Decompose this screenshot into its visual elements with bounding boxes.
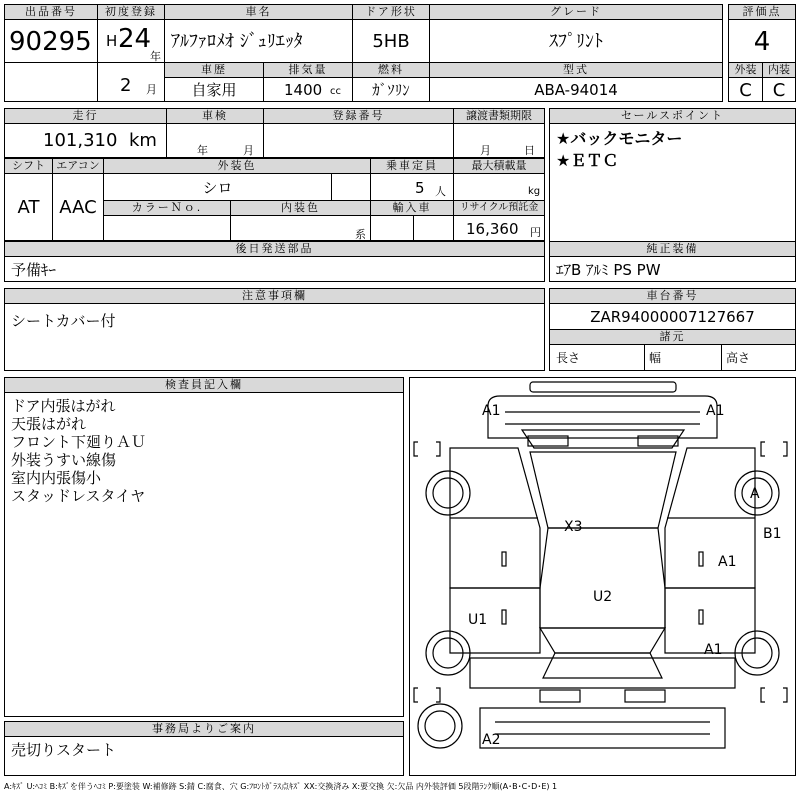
shift: AT <box>4 173 53 241</box>
model: ABA-94014 <box>429 77 723 102</box>
capacity-cell <box>370 173 454 201</box>
load-unit: kg <box>528 186 541 197</box>
inspection-cell <box>166 123 264 158</box>
capacity-label: 乗車定員 <box>370 158 454 174</box>
recycle-fee: 16,360 <box>466 220 519 238</box>
capacity-unit: 人 <box>435 185 446 198</box>
transfer-month-unit: 月 <box>480 144 491 157</box>
displacement: 1400 <box>284 81 323 99</box>
car-name-label: 車名 <box>164 4 353 20</box>
lot-number-spacer <box>4 62 98 102</box>
notes-label: 注意事項欄 <box>4 288 545 304</box>
mileage-label: 走行 <box>4 108 167 124</box>
import-cell-1 <box>370 215 414 241</box>
sales-points <box>549 123 796 242</box>
int-color-unit: 系 <box>355 228 366 241</box>
inspector-label: 検査員記入欄 <box>4 377 404 393</box>
mileage: 101,310 <box>43 130 118 151</box>
damage-mark: B1 <box>763 526 782 542</box>
grade: ｽﾌﾟﾘﾝﾄ <box>429 19 723 63</box>
inspection-month-unit: 月 <box>243 144 254 157</box>
damage-mark: U1 <box>468 612 488 628</box>
import-label: 輸入車 <box>370 200 454 216</box>
exterior-score: C <box>728 77 763 102</box>
mileage-unit: km <box>129 130 157 151</box>
recycle-unit: 円 <box>530 226 541 239</box>
year-unit: 年 <box>150 50 161 63</box>
sales-points-label: セールスポイント <box>549 108 796 124</box>
office-label: 事務局よりご案内 <box>4 721 404 737</box>
inspection-year-unit: 年 <box>197 144 208 157</box>
score: 4 <box>728 19 796 63</box>
sales-point-2: ★ＥＴＣ <box>556 151 619 170</box>
notes: シートカバー付 <box>4 303 545 371</box>
dims-label: 諸元 <box>549 329 796 345</box>
chassis-label: 車台番号 <box>549 288 796 304</box>
color-no <box>103 215 231 241</box>
displacement-label: 排気量 <box>263 62 353 78</box>
first-reg-label: 初度登録 <box>97 4 165 20</box>
inspector-line-6: スタッドレスタイヤ <box>11 487 146 505</box>
width-label: 幅 <box>649 351 662 365</box>
era: H <box>106 32 118 50</box>
damage-mark: A1 <box>718 554 737 570</box>
first-reg-month: 2 <box>120 75 132 96</box>
chassis-number: ZAR94000007127667 <box>549 303 796 330</box>
lot-number: 90295 <box>4 19 98 63</box>
inspection-label: 車検 <box>166 108 264 124</box>
inspector-line-1: ドア内張はがれ <box>11 397 116 415</box>
aircon: AAC <box>52 173 104 241</box>
reg-number <box>263 123 454 158</box>
height-label: 高さ <box>726 351 751 365</box>
inspector-line-4: 外装うすい線傷 <box>11 451 117 469</box>
length-cell <box>549 344 645 371</box>
office-notice: 売切りスタート <box>4 736 404 776</box>
mileage-cell <box>4 123 167 158</box>
damage-diagram <box>409 377 796 776</box>
score-label: 評価点 <box>728 4 796 20</box>
parts-label: 後日発送部品 <box>4 241 545 257</box>
recycle-cell <box>453 215 545 241</box>
inspector-notes <box>4 392 404 717</box>
import-cell-2 <box>413 215 454 241</box>
damage-mark: A1 <box>706 403 725 419</box>
parts: 予備ｷｰ <box>4 256 545 282</box>
legend: A:ｷｽﾞ U:ﾍｺﾐ B:ｷｽﾞを伴うﾍｺﾐ P:要塗装 W:補修跡 S:錆 C:腐食、穴 G:ﾌﾛﾝﾄｶﾞﾗｽ点ｷｽﾞ XX:交換済み X:要交換 欠:欠品 内外装評価 5段階ﾗﾝｸ順(A･B･C･D･E) 1 <box>4 782 558 791</box>
inspector-line-5: 室内内張傷小 <box>11 469 102 487</box>
month-unit: 月 <box>146 83 157 96</box>
interior-score: C <box>762 77 796 102</box>
transfer-cell <box>453 123 545 158</box>
sales-point-1: ★バックモニター <box>556 129 683 148</box>
displacement-unit: cc <box>330 86 341 97</box>
damage-mark: X3 <box>564 519 583 535</box>
equipment-label: 純正装備 <box>549 241 796 257</box>
height-cell <box>721 344 796 371</box>
damage-mark: A1 <box>704 642 723 658</box>
ext-color-extra <box>331 173 371 201</box>
exterior-label: 外装 <box>728 62 763 78</box>
int-color-label: 内装色 <box>230 200 371 216</box>
damage-mark: A1 <box>482 403 501 419</box>
interior-label: 内装 <box>762 62 796 78</box>
ext-color: シロ <box>103 173 332 201</box>
inspector-line-3: フロント下廻りＡＵ <box>11 433 147 451</box>
length-label: 長さ <box>556 351 581 365</box>
car-name: ｱﾙﾌｧﾛﾒｵ ｼﾞｭﾘｴｯﾀ <box>164 19 353 63</box>
color-no-label: カラーＮｏ. <box>103 200 231 216</box>
ext-color-label: 外装色 <box>103 158 371 174</box>
damage-mark: A <box>750 486 760 502</box>
aircon-label: エアコン <box>52 158 104 174</box>
first-reg-year: 24 <box>118 24 152 54</box>
inspector-line-2: 天張はがれ <box>11 415 87 433</box>
width-cell <box>644 344 722 371</box>
model-label: 型式 <box>429 62 723 78</box>
history-label: 車歴 <box>164 62 264 78</box>
fuel: ｶﾞｿﾘﾝ <box>352 77 430 102</box>
history: 自家用 <box>164 77 264 102</box>
transfer-label: 譲渡書類期限 <box>453 108 545 124</box>
load-cell <box>453 173 545 201</box>
door-label: ドア形状 <box>352 4 430 20</box>
displacement-cell <box>263 77 353 102</box>
transfer-day-unit: 日 <box>524 144 535 157</box>
damage-mark: U2 <box>593 589 613 605</box>
recycle-label: リサイクル預託金 <box>453 200 545 216</box>
equipment: ｴｱB ｱﾙﾐ PS PW <box>549 256 796 282</box>
first-reg-month-cell <box>97 62 165 102</box>
reg-number-label: 登録番号 <box>263 108 454 124</box>
shift-label: シフト <box>4 158 53 174</box>
lot-number-label: 出品番号 <box>4 4 98 20</box>
damage-mark: A2 <box>482 732 501 748</box>
door-type: 5HB <box>352 19 430 63</box>
grade-label: グレード <box>429 4 723 20</box>
int-color-cell <box>230 215 371 241</box>
load-label: 最大積載量 <box>453 158 545 174</box>
car-outline-svg <box>410 378 795 775</box>
first-reg-year-cell <box>97 19 165 63</box>
capacity: 5 <box>415 179 425 197</box>
fuel-label: 燃料 <box>352 62 430 78</box>
